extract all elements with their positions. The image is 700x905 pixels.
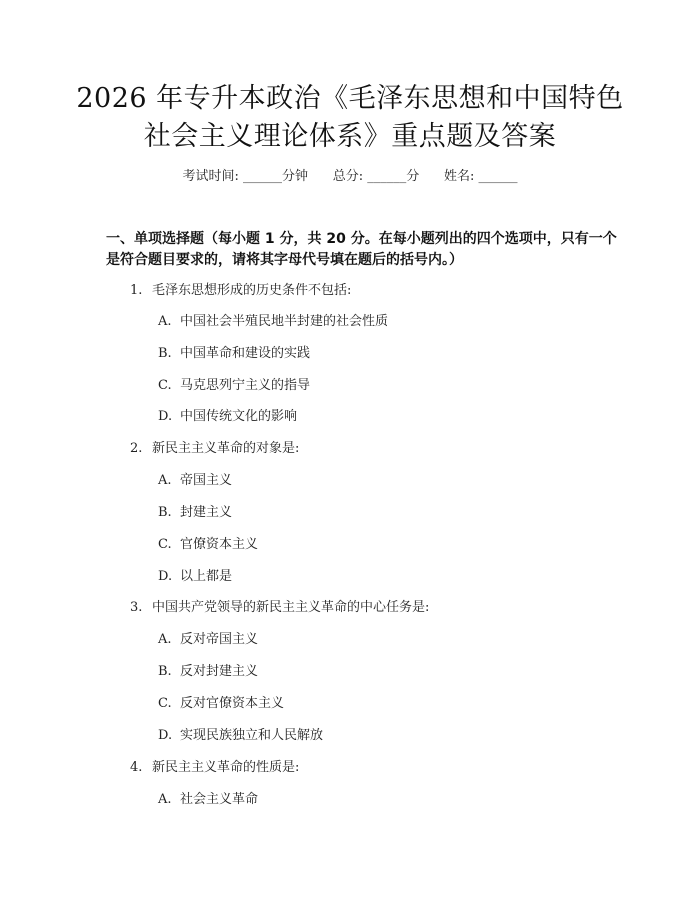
exam-info: 考试时间: ______分钟 总分: ______分 姓名: ______ — [182, 169, 518, 184]
option-text: 实现民族独立和人民解放 — [180, 728, 324, 743]
question-number: 4. — [130, 760, 143, 775]
question-1 — [130, 282, 351, 300]
question-2-option-c — [158, 536, 258, 554]
option-text: 反对帝国主义 — [180, 632, 259, 647]
option-letter: A. — [158, 314, 172, 329]
question-3-option-c — [158, 695, 284, 713]
question-text: 新民主主义革命的对象是: — [152, 441, 300, 456]
option-text: 中国革命和建设的实践 — [180, 346, 311, 361]
question-4-option-a — [158, 791, 258, 809]
question-2-option-d — [158, 568, 232, 586]
option-text: 中国传统文化的影响 — [180, 409, 298, 424]
option-text: 马克思列宁主义的指导 — [180, 378, 311, 393]
option-text: 社会主义革命 — [180, 792, 259, 807]
question-1-option-d — [158, 408, 297, 426]
option-letter: B. — [158, 664, 172, 679]
option-letter: A. — [158, 792, 172, 807]
option-letter: D. — [158, 728, 173, 743]
option-letter: A. — [158, 473, 172, 488]
option-text: 反对官僚资本主义 — [180, 696, 285, 711]
question-1-option-b — [158, 345, 310, 363]
option-letter: C. — [158, 537, 172, 552]
question-1-option-a — [158, 313, 388, 331]
question-3-option-a — [158, 631, 258, 649]
option-letter: C. — [158, 696, 172, 711]
option-text: 封建主义 — [180, 505, 233, 520]
option-letter: A. — [158, 632, 172, 647]
option-text: 官僚资本主义 — [180, 537, 259, 552]
option-letter: D. — [158, 409, 173, 424]
option-letter: C. — [158, 378, 172, 393]
question-text: 中国共产党领导的新民主主义革命的中心任务是: — [152, 600, 430, 615]
option-letter: D. — [158, 569, 173, 584]
question-text: 毛泽东思想形成的历史条件不包括: — [152, 283, 352, 298]
question-text: 新民主主义革命的性质是: — [152, 760, 300, 775]
question-1-option-c — [158, 377, 310, 395]
question-2 — [130, 440, 299, 458]
document-title-line-1: 2026 年专升本政治《毛泽东思想和中国特色 — [76, 83, 624, 114]
option-text: 中国社会半殖民地半封建的社会性质 — [180, 314, 389, 329]
question-2-option-b — [158, 504, 232, 522]
option-text: 反对封建主义 — [180, 664, 259, 679]
question-3-option-b — [158, 663, 258, 681]
question-number: 1. — [130, 283, 143, 298]
question-2-option-a — [158, 472, 232, 490]
document-title-line-2: 社会主义理论体系》重点题及答案 — [143, 121, 557, 152]
question-3-option-d — [158, 727, 323, 745]
option-text: 帝国主义 — [180, 473, 233, 488]
section-heading-line-1: 一、单项选择题（每小题 1 分，共 20 分。在每小题列出的四个选项中，只有一个 — [106, 231, 617, 247]
question-number: 2. — [130, 441, 143, 456]
option-text: 以上都是 — [180, 569, 233, 584]
section-heading-line-2: 是符合题目要求的，请将其字母代号填在题后的括号内。） — [106, 252, 463, 268]
option-letter: B. — [158, 346, 172, 361]
option-letter: B. — [158, 505, 172, 520]
question-3 — [130, 599, 429, 617]
question-number: 3. — [130, 600, 143, 615]
question-4 — [130, 759, 299, 777]
